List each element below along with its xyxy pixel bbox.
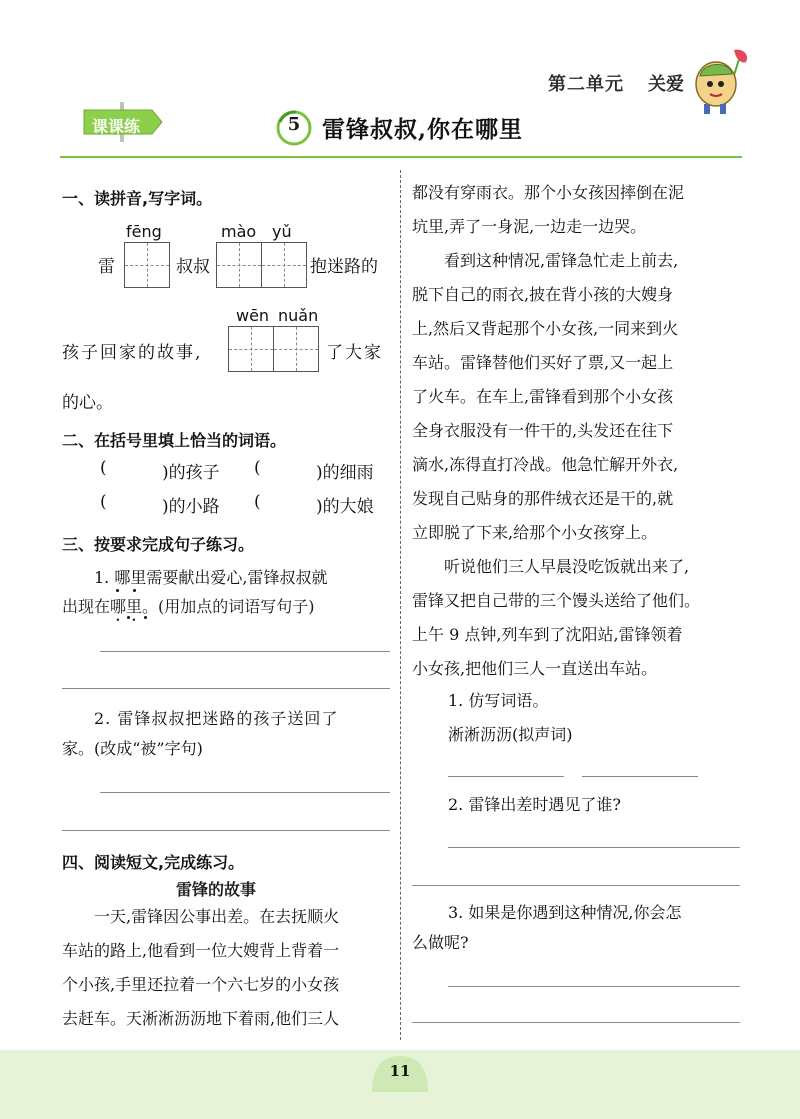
unit-topic: 关爱: [648, 74, 684, 95]
story-line: 滴水,冻得直打冷战。他急忙解开外衣,: [412, 455, 679, 474]
s4-q1: 1. 仿写词语。: [448, 691, 549, 710]
lesson-tag: 课课练: [92, 117, 141, 136]
answer-line[interactable]: [412, 885, 740, 886]
story-line: 听说他们三人早晨没吃饭就出来了,: [444, 557, 690, 576]
pinyin-mao: mào: [221, 222, 257, 241]
story-line: 车站。雷锋替他们买好了票,又一起上: [412, 353, 674, 372]
story-line: 脱下自己的雨衣,披在背小孩的大嫂身: [412, 285, 674, 304]
s3-q1-text-a: 出现在: [62, 597, 111, 616]
answer-line[interactable]: [100, 792, 390, 793]
fill-blank-haizi[interactable]: )的孩子: [162, 463, 220, 483]
writing-box-wen[interactable]: [228, 326, 274, 372]
text-story: 孩子回家的故事,: [62, 343, 203, 363]
paren-open: (: [100, 458, 107, 478]
mascot-icon: [690, 48, 754, 118]
s3-q1-line2: [62, 594, 315, 625]
s3-q1-dotted-word: 哪里: [110, 597, 143, 616]
s4-q3-line2: 么做呢?: [412, 933, 469, 952]
s3-q2-line2: 家。(改成“被”字句): [62, 739, 203, 758]
s4-q1-example: 淅淅沥沥(拟声词): [448, 725, 573, 744]
pinyin-yu: yǔ: [272, 222, 292, 241]
answer-line[interactable]: [448, 776, 564, 777]
story-line: 了火车。在车上,雷锋看到那个小女孩: [412, 387, 674, 406]
story-line: 全身衣服没有一件干的,头发还在往下: [412, 421, 674, 440]
writing-box-yu[interactable]: [261, 242, 307, 288]
section1-title: 一、读拼音,写字词。: [62, 189, 213, 208]
column-divider: [400, 170, 402, 1040]
pinyin-feng: fēng: [126, 222, 162, 241]
answer-line[interactable]: [412, 1022, 740, 1023]
story-line: 上午 9 点钟,列车到了沈阳站,雷锋领着: [412, 625, 683, 644]
answer-line[interactable]: [582, 776, 698, 777]
paren-open: (: [100, 492, 107, 512]
story-line: 个小孩,手里还拉着一个六七岁的小女孩: [62, 975, 340, 994]
lesson-number: 5: [287, 114, 301, 135]
answer-line[interactable]: [100, 651, 390, 652]
s3-q2-line1: 2. 雷锋叔叔把迷路的孩子送回了: [94, 709, 339, 728]
text-le-dajia: 了大家: [326, 343, 383, 363]
header-divider: [60, 156, 742, 158]
unit-label: 第二单元: [548, 74, 624, 95]
pinyin-nuan: nuǎn: [278, 306, 319, 325]
fill-blank-daniang[interactable]: )的大娘: [316, 497, 374, 517]
story-line: 车站的路上,他看到一位大嫂背上背着一: [62, 941, 340, 960]
lesson-title: 雷锋叔叔,你在哪里: [322, 116, 524, 143]
s4-q2: 2. 雷锋出差时遇见了谁?: [448, 795, 621, 814]
answer-line[interactable]: [62, 830, 390, 831]
story-line: 上,然后又背起那个小女孩,一同来到火: [412, 319, 679, 338]
story-line: 雷锋又把自己带的三个馒头送给了他们。: [412, 591, 701, 610]
section2-title: 二、在括号里填上恰当的词语。: [62, 431, 287, 450]
fill-blank-xiyu[interactable]: )的细雨: [316, 463, 374, 483]
story-left-column: [62, 900, 398, 1036]
text-bao-milu: 抱迷路的: [310, 257, 378, 277]
page-number: 11: [389, 1062, 411, 1080]
story-line: 小女孩,把他们三人一直送出车站。: [412, 659, 658, 678]
paren-open: (: [254, 492, 261, 512]
story-line: 看到这种情况,雷锋急忙走上前去,: [444, 251, 679, 270]
story-line: 一天,雷锋因公事出差。在去抚顺火: [94, 907, 340, 926]
story-line: 发现自己贴身的那件绒衣还是干的,就: [412, 489, 674, 508]
writing-box-feng[interactable]: [124, 242, 170, 288]
answer-line[interactable]: [62, 688, 390, 689]
story-right-column: [412, 176, 748, 686]
answer-line[interactable]: [448, 847, 740, 848]
s4-q3-line1: 3. 如果是你遇到这种情况,你会怎: [448, 903, 682, 922]
text-lei: 雷: [98, 257, 115, 277]
s3-q1-line1: 1. 哪里需要献出爱心,雷锋叔叔就: [94, 568, 328, 587]
story-title: 雷锋的故事: [176, 880, 257, 899]
story-line: 立即脱了下来,给那个小女孩穿上。: [412, 523, 658, 542]
answer-line[interactable]: [448, 986, 740, 987]
story-line: 坑里,弄了一身泥,一边走一边哭。: [412, 217, 647, 236]
writing-box-nuan[interactable]: [273, 326, 319, 372]
section3-title: 三、按要求完成句子练习。: [62, 535, 255, 554]
writing-box-mao[interactable]: [216, 242, 262, 288]
fill-blank-xiaolu[interactable]: )的小路: [162, 497, 220, 517]
text-de-xin: 的心。: [62, 393, 113, 413]
text-shushu: 叔叔: [176, 257, 210, 277]
paren-open: (: [254, 458, 261, 478]
pinyin-wen: wēn: [236, 306, 270, 325]
s3-q1-text-c: 。(用加点的词语写句子): [142, 597, 315, 616]
story-line: 都没有穿雨衣。那个小女孩因摔倒在泥: [412, 183, 685, 202]
section4-title: 四、阅读短文,完成练习。: [62, 853, 245, 872]
story-line: 去赶车。天淅淅沥沥地下着雨,他们三人: [62, 1009, 340, 1028]
